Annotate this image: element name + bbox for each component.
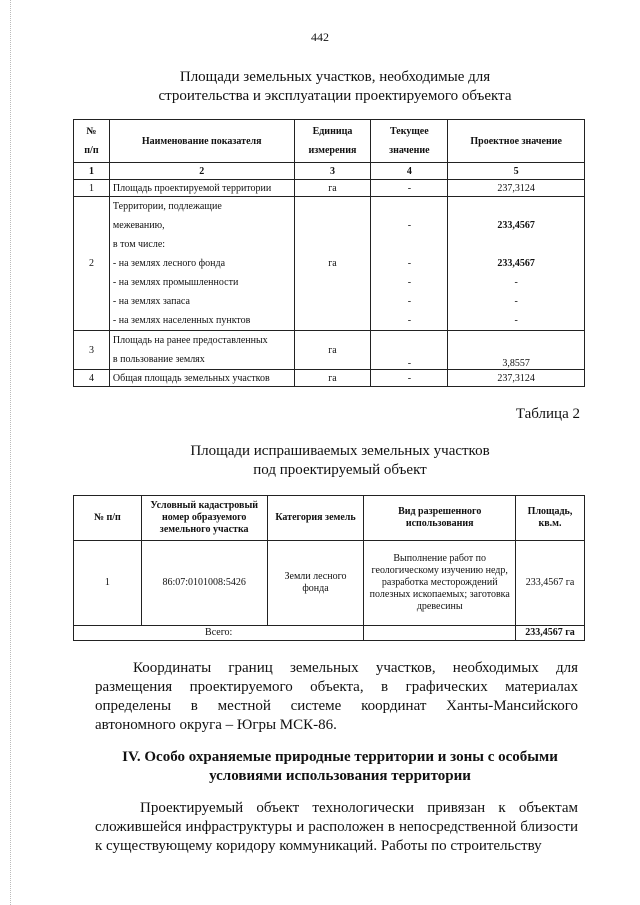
row1-project: 237,3124 — [448, 180, 585, 197]
coordinates-paragraph: Координаты границ земельных участков, необходимых для размещения проектируемого объекта, в графических материалах определены в местной системе координат Ханты-Мансийского автономного округа – Югры МСК-86. — [95, 660, 578, 733]
colnum-5: 5 — [448, 163, 585, 180]
row3-unit: га — [294, 331, 371, 370]
table1-row-3 — [74, 331, 585, 370]
table1-title-line2: строительства и эксплуатации проектируемого объекта — [158, 88, 512, 104]
row2-current-line: - — [407, 277, 412, 288]
project-paragraph: Проектируемый объект технологически привязан к объектам сложившейся инфраструктуры и расположен в непосредственной близости к существующему коридору коммуникаций. Работы по строительству — [95, 800, 578, 854]
row3-name-line2: в пользование землях — [112, 354, 205, 365]
t2-total-value: 233,4567 га — [516, 626, 585, 641]
header-current — [371, 120, 448, 163]
table2-title — [130, 442, 550, 480]
t2-total-empty — [364, 626, 516, 641]
header-num-line1: № — [86, 126, 97, 137]
t2-header-cadastral: Условный кадастровый номер образуемого земельного участка — [141, 496, 267, 541]
row3-name-line1: Площадь на ранее предоставленных — [112, 335, 268, 346]
row3-current: - — [371, 331, 448, 370]
row2-name-line: - на землях населенных пунктов — [112, 315, 251, 326]
colnum-2: 2 — [109, 163, 294, 180]
row2-name-line: - на землях промышленности — [112, 277, 239, 288]
row2-project-line: - — [514, 296, 518, 307]
t2-row1-area: 233,4567 га — [516, 541, 585, 626]
t2-header-num: № п/п — [74, 496, 142, 541]
table1-title — [100, 68, 570, 106]
row2-unit: га — [294, 197, 371, 331]
row2-current-line — [374, 235, 444, 254]
t2-total-label: Всего: — [74, 626, 364, 641]
t2-row1-use: Выполнение работ по геологическому изучению недр, разработка месторождений полезных ископаемых; заготовка древесины — [364, 541, 516, 626]
table1-colnum-row — [74, 163, 585, 180]
header-num — [74, 120, 110, 163]
table2-label: Таблица 2 — [515, 406, 580, 422]
table1-row-1 — [74, 180, 585, 197]
row2-current-line: - — [407, 220, 412, 231]
colnum-4: 4 — [371, 163, 448, 180]
header-unit — [294, 120, 371, 163]
table1-header-row — [74, 120, 585, 163]
t2-row1-num: 1 — [74, 541, 142, 626]
row2-current-line: - — [407, 258, 412, 269]
row1-unit: га — [294, 180, 371, 197]
table1-row-4 — [74, 370, 585, 387]
header-name: Наименование показателя — [109, 120, 294, 163]
table2-total-row — [74, 626, 585, 641]
row3-name — [109, 331, 294, 370]
scan-margin-line — [10, 0, 11, 905]
row4-unit: га — [294, 370, 371, 387]
table2-header-row — [74, 496, 585, 541]
row2-current-line: - — [407, 315, 412, 326]
row1-name: Площадь проектируемой территории — [109, 180, 294, 197]
row4-project: 237,3124 — [448, 370, 585, 387]
row2-current — [371, 197, 448, 331]
colnum-1: 1 — [74, 163, 110, 180]
table1-title-line1: Площади земельных участков, необходимые для — [179, 69, 491, 85]
row2-current-line — [374, 197, 444, 216]
header-num-line2: п/п — [84, 145, 99, 156]
header-unit-line2: измерения — [308, 145, 357, 156]
row2-name-line: в том числе: — [112, 239, 166, 250]
row2-project-line: 233,4567 — [497, 220, 535, 231]
row2-project-line — [451, 197, 581, 216]
row2-project — [448, 197, 585, 331]
table1-row-2 — [74, 197, 585, 331]
row4-current: - — [371, 370, 448, 387]
row2-project-line — [451, 235, 581, 254]
colnum-3: 3 — [294, 163, 371, 180]
header-unit-line1: Единица — [312, 126, 353, 137]
row2-name-line: - на землях лесного фонда — [112, 258, 226, 269]
land-areas-table — [73, 119, 585, 387]
row1-num: 1 — [74, 180, 110, 197]
row2-name-line: - на землях запаса — [112, 296, 190, 307]
row2-project-line: - — [514, 277, 518, 288]
t2-row1-cadastral: 86:07:0101008:5426 — [141, 541, 267, 626]
row4-name: Общая площадь земельных участков — [109, 370, 294, 387]
row2-name-line: межеванию, — [112, 220, 165, 231]
table2-title-line1: Площади испрашиваемых земельных участков — [190, 443, 490, 459]
row4-num: 4 — [74, 370, 110, 387]
row2-name — [109, 197, 294, 331]
row3-num: 3 — [74, 331, 110, 370]
t2-header-area: Площадь, кв.м. — [516, 496, 585, 541]
section-heading: IV. Особо охраняемые природные территории и зоны с особыми условиями использования территории — [122, 749, 558, 784]
header-project: Проектное значение — [448, 120, 585, 163]
t2-header-category: Категория земель — [267, 496, 364, 541]
page-number: 442 — [311, 30, 329, 44]
row2-current-line: - — [407, 296, 412, 307]
header-current-line1: Текущее — [390, 126, 429, 137]
t2-header-use: Вид разрешенного использования — [364, 496, 516, 541]
table2-row-1 — [74, 541, 585, 626]
header-current-line2: значение — [389, 145, 430, 156]
row1-current: - — [371, 180, 448, 197]
row2-project-line: 233,4567 — [497, 258, 535, 269]
requested-plots-table — [73, 495, 585, 641]
row2-num: 2 — [74, 197, 110, 331]
row2-name-line: Территории, подлежащие — [112, 201, 222, 212]
table2-title-line2: под проектируемый объект — [253, 462, 427, 478]
row2-project-line: - — [514, 315, 518, 326]
t2-row1-category: Земли лесного фонда — [267, 541, 364, 626]
row3-project: 3,8557 — [448, 331, 585, 370]
